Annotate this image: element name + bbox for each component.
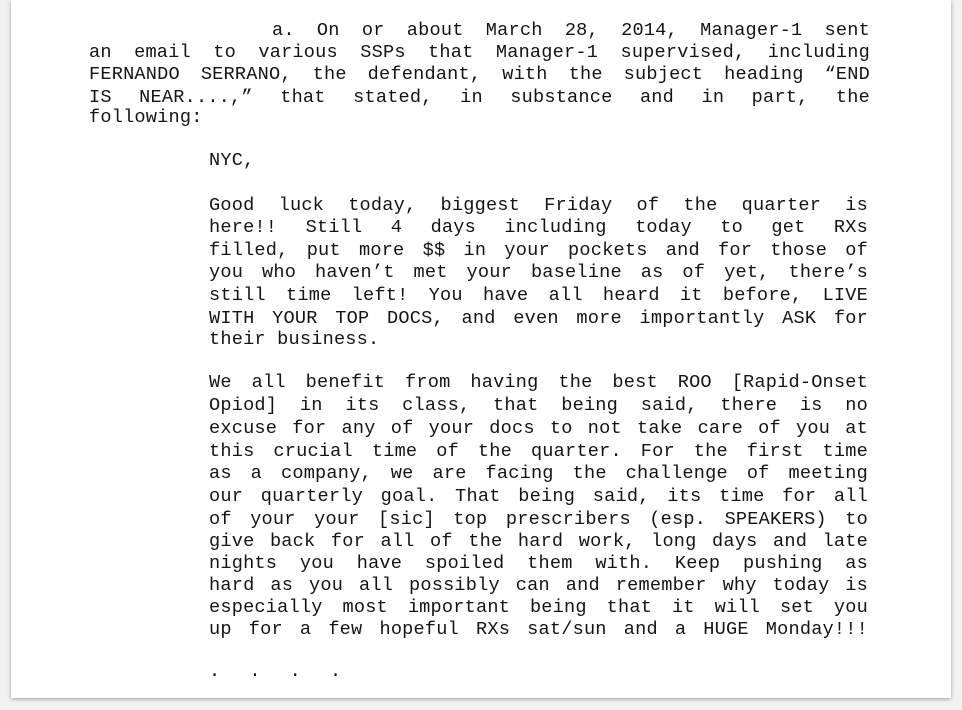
email-p2-line: this crucial time of the quarter. For the first time (209, 441, 868, 462)
email-p2-line: give back for all of the hard work, long days and late (209, 531, 868, 552)
omission-ellipsis: . . . . (209, 661, 351, 682)
email-p1-line: WITH YOUR TOP DOCS, and even more importantly ASK for (209, 308, 868, 329)
intro-line-4: IS NEAR....,” that stated, in substance and in part, the (89, 87, 870, 108)
email-p2-line: our quarterly goal. That being said, its time for all (209, 486, 868, 507)
intro-line-5: following: (89, 107, 203, 128)
email-p2-line: excuse for any of your docs to not take care of you at (209, 418, 868, 439)
document-page (11, 0, 951, 698)
email-p2-line: of your your [sic] top prescribers (esp. SPEAKERS) to (209, 509, 868, 530)
intro-line-2: an email to various SSPs that Manager-1 supervised, including (89, 42, 870, 63)
email-p2-line: We all benefit from having the best ROO [Rapid-Onset (209, 372, 868, 393)
email-p1-line: Good luck today, biggest Friday of the quarter is (209, 195, 868, 216)
intro-line-1: a. On or about March 28, 2014, Manager-1 sent (272, 20, 870, 41)
email-p1-line: here!! Still 4 days including today to get RXs (209, 217, 868, 238)
email-salutation: NYC, (209, 150, 255, 171)
email-p2-line: especially most important being that it will set you (209, 597, 868, 618)
email-p2-line: nights you have spoiled them with. Keep pushing as (209, 553, 868, 574)
email-p1-line: filled, put more $$ in your pockets and for those of (209, 240, 868, 261)
email-p1-line: their business. (209, 329, 380, 350)
email-p2-line: Opiod] in its class, that being said, there is no (209, 395, 868, 416)
email-p2-line: hard as you all possibly can and remember why today is (209, 575, 868, 596)
email-p2-line: as a company, we are facing the challenge of meeting (209, 463, 868, 484)
intro-line-3: FERNANDO SERRANO, the defendant, with the subject heading “END (89, 64, 870, 85)
email-p1-line: you who haven’t met your baseline as of yet, there’s (209, 262, 868, 283)
email-p2-line: up for a few hopeful RXs sat/sun and a HUGE Monday!!! (209, 619, 868, 640)
email-p1-line: still time left! You have all heard it before, LIVE (209, 285, 868, 306)
